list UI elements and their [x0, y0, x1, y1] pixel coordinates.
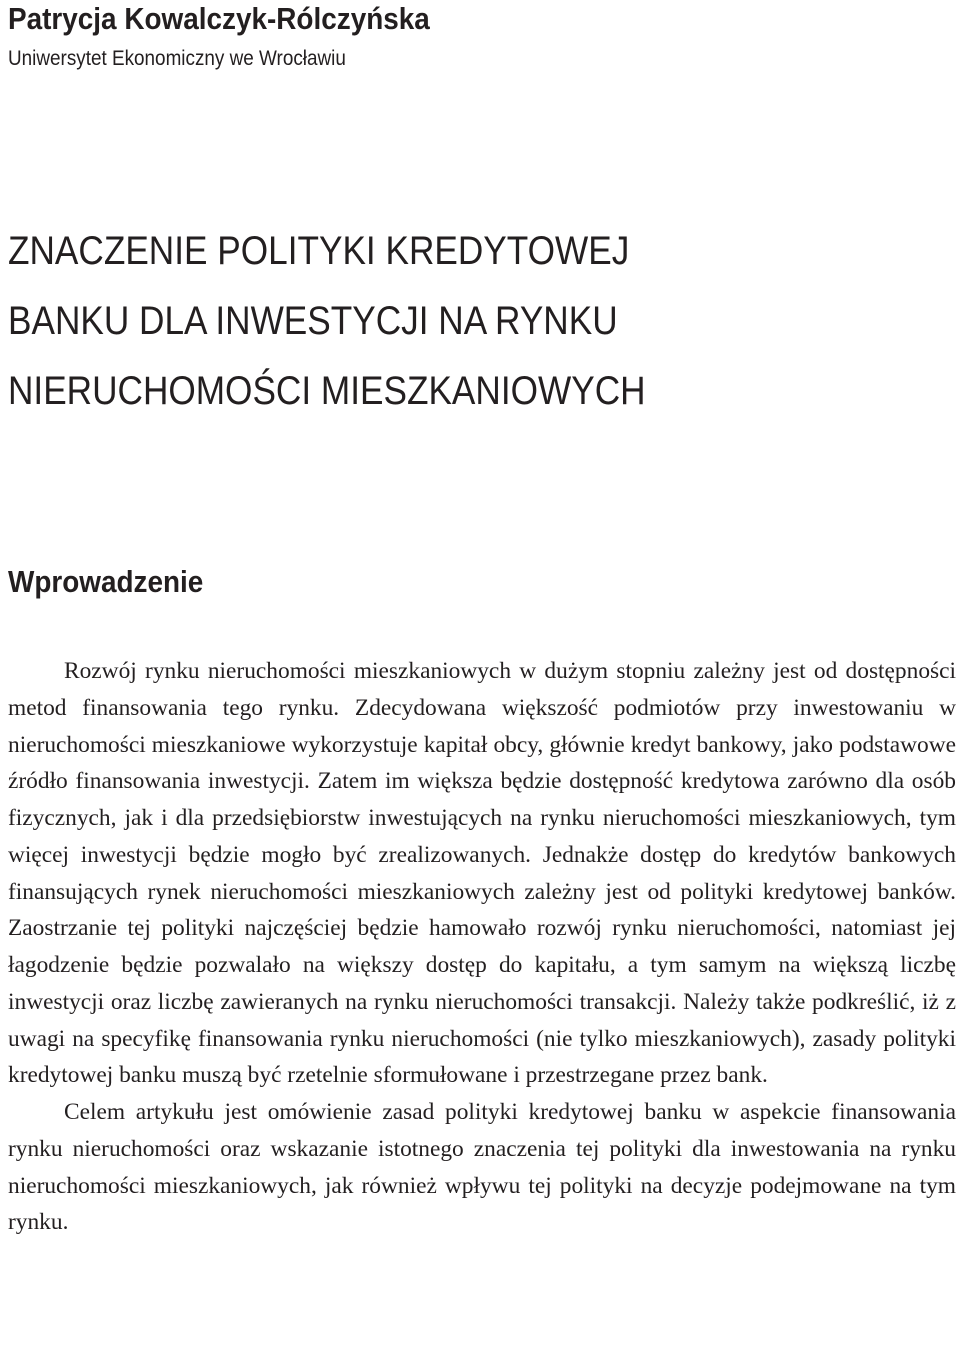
article-title: [8, 216, 646, 426]
author-affiliation: Uniwersytet Ekonomiczny we Wrocławiu: [8, 47, 346, 70]
paragraph: Rozwój rynku nieruchomości mieszkaniowych w dużym stopniu zależny jest od dostępności metod finansowania tego rynku. Zdecydowana większość podmiotów przy inwestowaniu w nieruchomości mieszkaniowe wykorzystuje kapitał obcy, głównie kredyt bankowy, jako podstawowe źródło finansowania inwestycji. Zatem im większa będzie dostępność kredytowa zarówno dla osób fizycznych, jak i dla przedsiębiorstw inwestujących na rynku nieruchomości mieszkaniowych, tym więcej inwestycji będzie mogło być zrealizowanych. Jednakże dostęp do kredytów bankowych finansujących rynek nieruchomości mieszkaniowych zależny jest od polityki kredytowej banków. Zaostrzanie tej polityki najczęściej będzie hamowało rozwój rynku nieruchomości, natomiast jej łagodzenie będzie pozwalało na większy dostęp do kapitału, a tym samym na większą liczbę inwestycji oraz liczbę zawieranych na rynku nieruchomości transakcji. Należy także podkreślić, iż z uwagi na specyfikę finansowania rynku nieruchomości (nie tylko mieszkaniowych), zasady polityki kredytowej banku muszą być rzetelnie sformułowane i przestrzegane przez bank.: [8, 658, 956, 1089]
paragraph: Celem artykułu jest omówienie zasad polityki kredytowej banku w aspekcie finansowania rynku nieruchomości oraz wskazanie istotnego znaczenia tej polityki dla inwestowania na rynku nieruchomości mieszkaniowych, jak również wpływu tej polityki na decyzje podejmowane na tym rynku.: [8, 1099, 956, 1236]
article-title-line: ZNACZENIE POLITYKI KREDYTOWEJ: [8, 229, 630, 273]
section-heading: Wprowadzenie: [8, 564, 204, 599]
author-name: Patrycja Kowalczyk-Rólczyńska: [8, 1, 430, 36]
body-text: [8, 653, 956, 1241]
article-title-line: NIERUCHOMOŚCI MIESZKANIOWYCH: [8, 369, 646, 413]
article-title-line: BANKU DLA INWESTYCJI NA RYNKU: [8, 299, 618, 343]
